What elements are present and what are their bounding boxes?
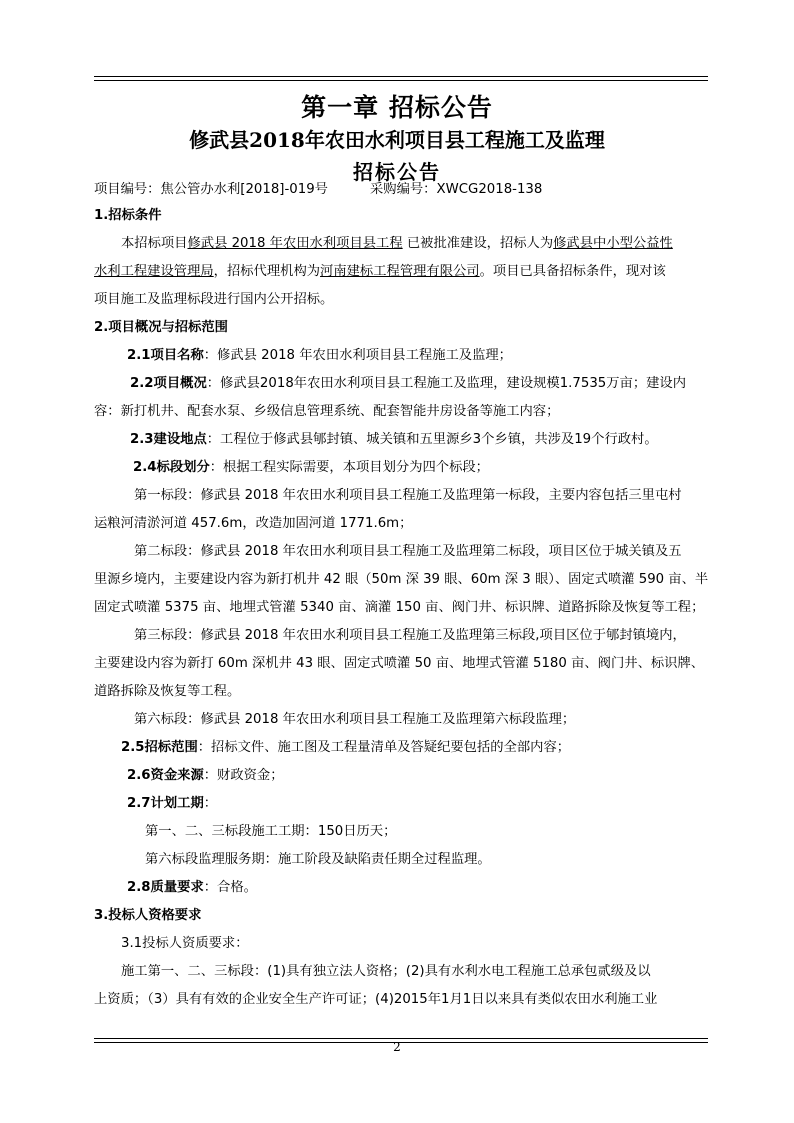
item-label: 2.3建设地点 [130,432,207,447]
item-2-7 [127,795,217,813]
segment-1-line: 第一标段：修武县 2018 年农田水利项目县工程施工及监理第一标段，主要内容包括三里屯村 [134,488,682,503]
item-label: 2.2项目概况 [130,376,207,391]
item-2-6 [127,767,284,785]
agent-underlined: 河南建标工程管理有限公司 [320,264,480,279]
item-text: ：财政资金； [203,768,284,783]
segment-2-line: 第二标段：修武县 2018 年农田水利项目县工程施工及监理第二标段，项目区位于城关镇及五 [134,544,682,559]
item-2-4 [133,459,489,477]
segment-2-line: 里源乡境内，主要建设内容为新打机井 42 眼（50m 深 39 眼、60m 深 3 眼）、固定式喷灌 590 亩、半 [94,572,709,587]
item-label: 2.6资金来源 [127,768,204,783]
notice-title: 招标公告 [353,160,441,184]
project-number: 项目编号：焦公管办水利[2018]-019号 [94,182,328,197]
purchase-number: 采购编号：XWCG2018-138 [370,182,543,197]
item-label: 2.4标段划分 [133,460,210,475]
item-text: ：工程位于修武县郇封镇、城关镇和五里源乡3个乡镇，共涉及19个行政村。 [206,432,658,447]
item-label: 2.5招标范围 [121,740,198,755]
item-2-3 [130,431,658,449]
item-3-1: 3.1投标人资质要求： [121,936,249,951]
item-text: ：合格。 [203,880,257,895]
item-2-8 [127,879,257,897]
section-1-heading: 1.招标条件 [94,208,162,223]
header-rule-top [94,76,708,77]
item-label: 2.1项目名称 [127,348,204,363]
section-2-heading: 2.项目概况与招标范围 [94,320,228,335]
section-3-heading: 3.投标人资格要求 [94,908,202,923]
chapter-title: 第一章 招标公告 [301,93,493,122]
segment-1-line: 运粮河清淤河道 457.6m，改造加固河道 1771.6m； [94,516,413,531]
tenderer-underlined: 水利工程建设管理局 [94,264,214,279]
text: 本招标项目 [121,236,188,251]
paragraph-line: 施工第一、二、三标段：(1)具有独立法人资格；(2)具有水利水电工程施工总承包贰级及以 [121,964,651,979]
footer-rule-top [94,1038,708,1039]
item-text: ：招标文件、施工图及工程量清单及答疑纪要包括的全部内容； [197,740,571,755]
item-label: 2.8质量要求 [127,880,204,895]
text: 。项目已具备招标条件，现对该 [479,264,666,279]
project-name-underlined: 修武县 2018 年农田水利项目县工程 [187,236,403,251]
item-2-7-supervision: 第六标段监理服务期：施工阶段及缺陷责任期全过程监理。 [145,852,491,867]
paragraph-line: 项目施工及监理标段进行国内公开招标。 [94,292,334,307]
item-text: ：根据工程实际需要，本项目划分为四个标段； [209,460,489,475]
segment-2-line: 固定式喷灌 5375 亩、地埋式管灌 5340 亩、滴灌 150 亩、阀门井、标识牌、道路拆除及恢复等工程； [94,600,705,615]
item-label: 2.7计划工期 [127,796,204,811]
paragraph-line: 上资质；（3）具有有效的企业安全生产许可证；(4)2015年1月1日以来具有类似农田水利施工业 [94,992,658,1007]
item-2-1 [127,347,512,365]
segment-3-line: 第三标段：修武县 2018 年农田水利项目县工程施工及监理第三标段,项目区位于郇封镇境内， [134,628,686,643]
item-text: ： [203,796,218,811]
segment-3-line: 主要建设内容为新打 60m 深机井 43 眼、固定式喷灌 50 亩、地埋式管灌 5180 亩、阀门井、标识牌、 [94,656,705,671]
text: 已被批准建设，招标人为 [402,236,554,251]
item-2-5 [121,739,570,757]
item-2-2-cont: 容：新打机井、配套水泵、乡级信息管理系统、配套智能井房设备等施工内容； [94,404,560,419]
item-text: ：修武县 2018 年农田水利项目县工程施工及监理； [203,348,512,363]
item-2-7-construction: 第一、二、三标段施工工期：150日历天； [145,824,397,839]
project-title: 修武县2018年农田水利项目县工程施工及监理 [189,128,605,152]
header-rule-bottom [94,80,708,81]
tenderer-underlined: 修武县中小型公益性 [553,236,673,251]
item-text: ：修武县2018年农田水利项目县工程施工及监理，建设规模1.7535万亩；建设内 [206,376,687,391]
page-number: 2 [393,1040,401,1054]
paragraph-line [121,235,673,253]
paragraph-line [94,263,666,281]
text: ，招标代理机构为 [213,264,321,279]
item-2-2 [130,375,686,393]
segment-6-line: 第六标段：修武县 2018 年农田水利项目县工程施工及监理第六标段监理； [134,712,576,727]
segment-3-line: 道路拆除及恢复等工程。 [94,684,241,699]
